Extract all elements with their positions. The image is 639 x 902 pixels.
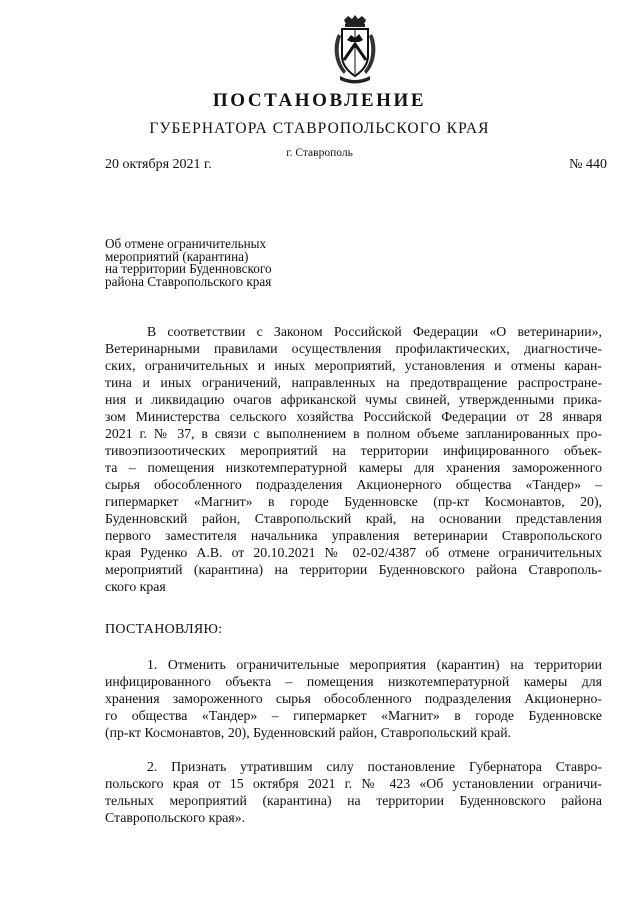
text-line: В соответствии с Законом Российской Федерации «О ветеринарии», — [147, 324, 602, 339]
text-line: 2. Признать утратившим силу постановление Губернатора Ставро- — [147, 759, 602, 774]
decree-item-1 — [105, 656, 602, 741]
text-line: ских, ограничительных и иных мероприятий, установления и отмены каран- — [105, 358, 602, 373]
text-line: первого заместителя начальника управления ветеринарии Ставропольского — [105, 528, 602, 543]
text-line: тивоэпизоотических мероприятий на территории инфицированного объек- — [105, 443, 602, 458]
text-line: тельных мероприятий (карантина) на территории Буденновского района — [105, 793, 602, 808]
text-line: та – помещения низкотемпературной камеры для хранения замороженного — [105, 460, 602, 475]
document-subject — [105, 238, 345, 288]
subject-line: района Ставропольского края — [105, 273, 272, 289]
decree-item-2 — [105, 758, 602, 826]
text-line: мероприятий (карантина) на территории Буденновского района Ставрополь- — [105, 562, 602, 577]
subject-line: Об отмене ограничительных — [105, 236, 267, 251]
text-line: го общества «Тандер» – гипермаркет «Магнит» в городе Буденновске — [105, 708, 602, 723]
text-line: ния и ликвидацию очагов африканской чумы свиней, утвержденными прика- — [105, 392, 602, 407]
subject-line: мероприятий (карантина) — [105, 248, 249, 264]
text-line: 2021 г. № 37, в связи с выполнением в полном объеме запланированных про- — [105, 426, 602, 441]
text-line: Ветеринарными правилами осуществления профилактических, диагностиче- — [105, 341, 602, 356]
stavropol-coat-of-arms-icon — [330, 14, 380, 84]
text-line: польского края от 15 октября 2021 г. № 423 «Об установлении ограничи- — [105, 776, 602, 791]
document-date: 20 октября 2021 г. — [105, 157, 212, 172]
text-line: зом Министерства сельского хозяйства Российской Федерации от 28 января — [105, 409, 602, 424]
subject-line: на территории Буденновского — [105, 261, 272, 277]
document-title: ПОСТАНОВЛЕНИЕ — [212, 90, 427, 111]
text-line: Ставропольского края». — [105, 810, 246, 825]
text-line: инфицированного объекта – помещения низкотемпературной камеры для — [105, 674, 602, 689]
city-label: г. Ставрополь — [286, 147, 353, 159]
text-line: Буденновский район, Ставропольский край, на основании представления — [105, 511, 602, 526]
preamble-paragraph — [105, 323, 602, 595]
text-line: тина и иных ограничений, направленных на предотвращение распростране- — [105, 375, 602, 390]
text-line: края Руденко А.В. от 20.10.2021 № 02-02/4387 об отмене ограничительных — [105, 545, 602, 560]
text-line: ского края — [105, 579, 166, 594]
document-subtitle: ГУБЕРНАТОРА СТАВРОПОЛЬСКОГО КРАЯ — [149, 120, 490, 137]
decree-heading: ПОСТАНОВЛЯЮ: — [105, 622, 223, 637]
text-line: (пр-кт Космонавтов, 20), Буденновский район, Ставропольский край. — [105, 725, 512, 740]
text-line: хранения замороженного сырья обособленного подразделения Акционерно- — [105, 691, 602, 706]
text-line: сырья обособленного подразделения Акционерного общества «Тандер» – — [105, 477, 602, 492]
text-line: гипермаркет «Магнит» в городе Буденновске (пр-кт Космонавтов, 20), — [105, 494, 602, 509]
text-line: 1. Отменить ограничительные мероприятия (карантин) на территории — [147, 657, 602, 672]
document-number: № 440 — [569, 157, 607, 172]
